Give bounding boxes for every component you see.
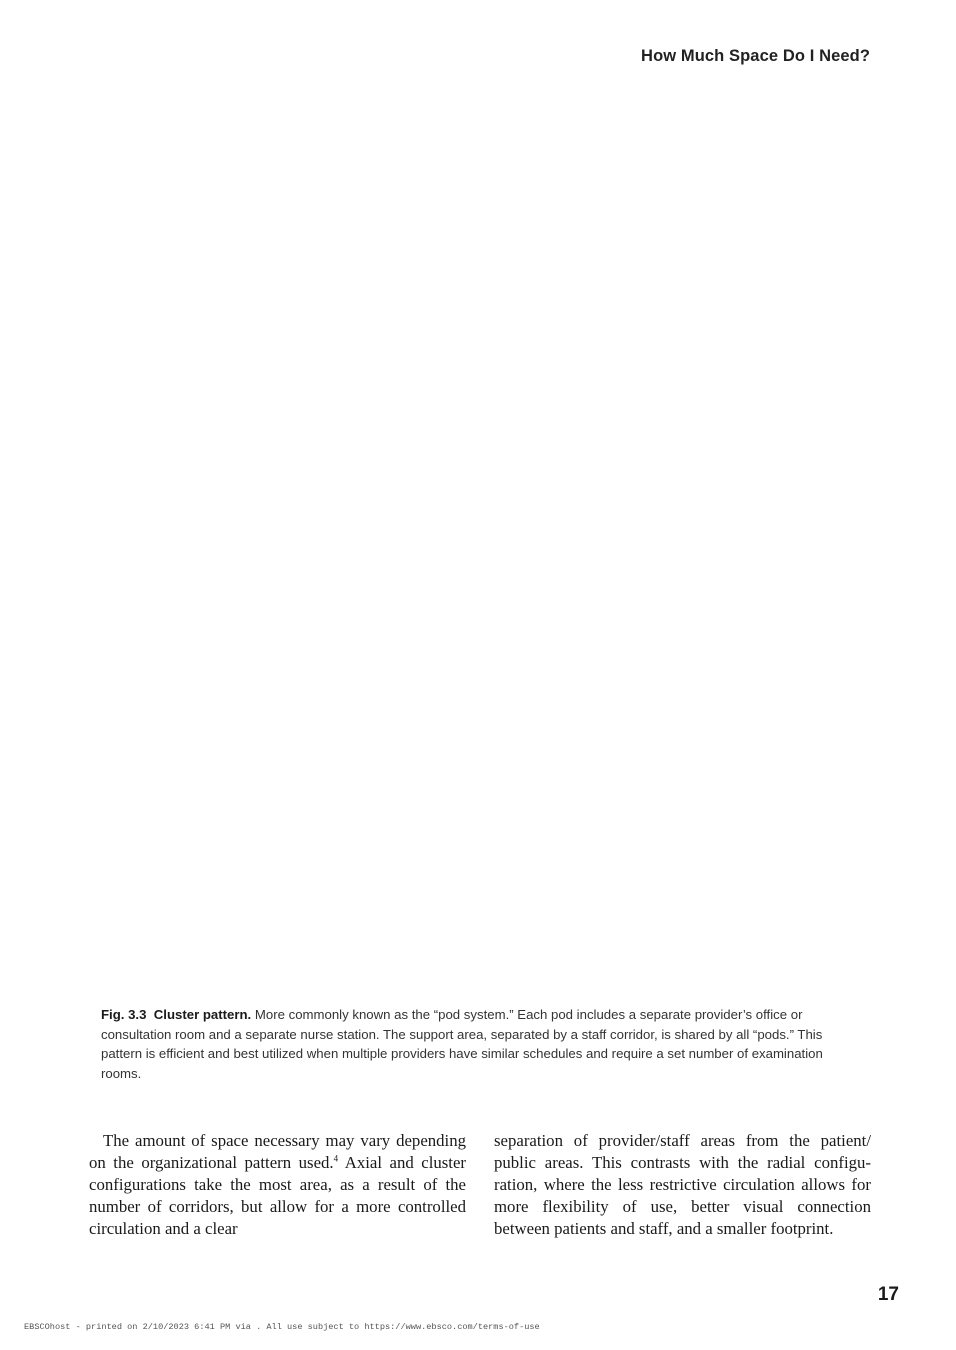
body-column-left — [89, 1130, 466, 1240]
body-column-right — [494, 1130, 871, 1240]
running-head-title: How Much Space Do I Need? — [641, 47, 870, 65]
figure-caption-text: More commonly known as the “pod system.” Each pod includes a separate provider’s office or consultation room and a separate nurse station. The support area, separated by a staff corridor, is shared by all “pods.” This pattern is efficient and best utilized when multiple providers have similar schedules and require a set number of examination rooms. — [101, 1007, 823, 1081]
body-left-text: The amount of space necessary may vary depending on the organizational pattern used. — [89, 1131, 466, 1172]
body-left-text-continued: Axial and cluster configurations take the most area, as a result of the number of corridors, but allow for a more controlled circulation and a clear — [89, 1153, 466, 1238]
figure-image-area — [100, 100, 860, 990]
figure-label: Fig. 3.3 — [101, 1007, 147, 1022]
footer-note: EBSCOhost - printed on 2/10/2023 6:41 PM via . All use subject to https://www.ebsco.com/terms-of-use — [24, 1322, 540, 1332]
page-number: 17 — [877, 1284, 899, 1305]
reference-superscript: 4 — [333, 1153, 339, 1164]
body-right-text: separation of provider/staff areas from the patient/ public areas. This contrasts with the radial configuration, where the less restrictive circulation allows for more flexibility of use, better visual connection between patients and staff, and a smaller footprint. — [494, 1131, 871, 1238]
figure-caption — [101, 1005, 857, 1083]
figure-title: Cluster pattern. — [153, 1007, 252, 1022]
